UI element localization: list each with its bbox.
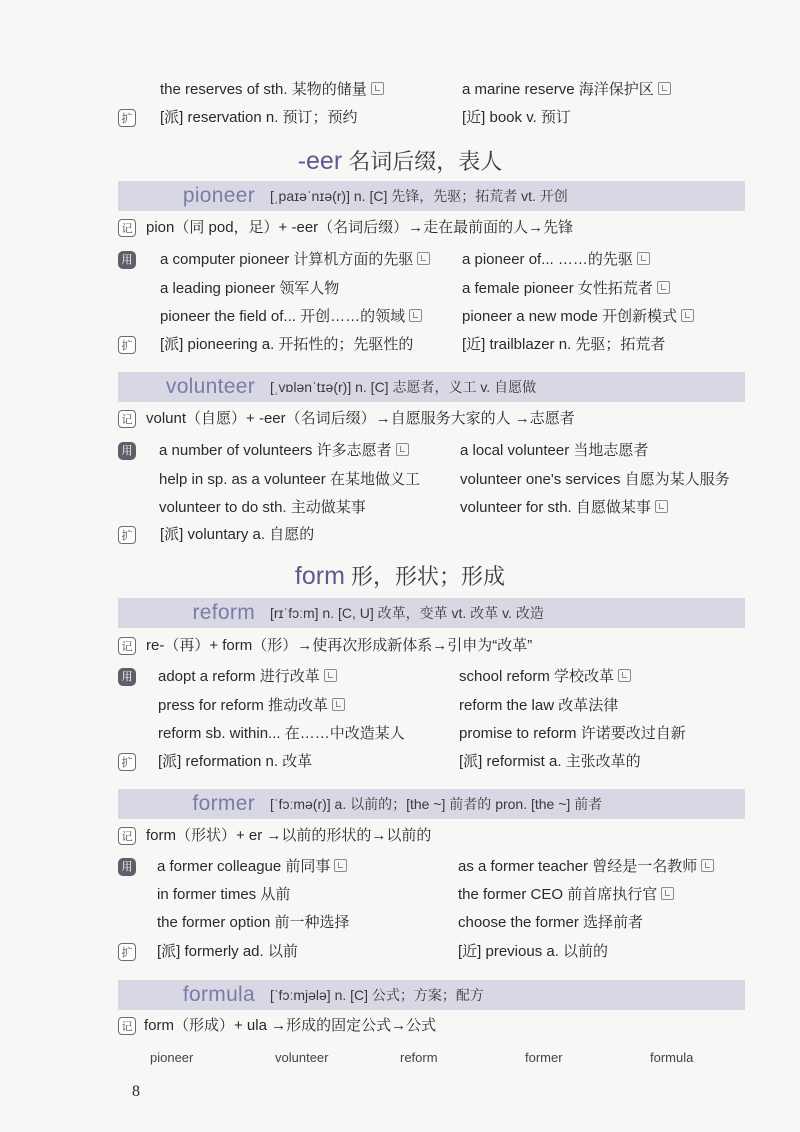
audio-icon[interactable] (334, 859, 347, 872)
headword: reform (192, 601, 255, 624)
memo-icon: 记 (118, 1017, 136, 1035)
use-item: a number of volunteers 许多志愿者 (159, 441, 409, 461)
definition: [ˌvɒlənˈtɪə(r)] n. [C] 志愿者，义工 v. 自愿做 (270, 379, 537, 395)
headword: formula (182, 983, 255, 1006)
extension-icon: 扩 (118, 109, 136, 127)
footer-word: pioneer (150, 1050, 194, 1065)
use-item: a leading pioneer 领军人物 (160, 280, 340, 297)
extension-icon: 扩 (118, 753, 136, 771)
audio-icon[interactable] (658, 82, 671, 95)
audio-icon[interactable] (661, 887, 674, 900)
extension-item: [派] voluntary a. 自愿的 (160, 526, 315, 543)
extension-item: [派] reformist a. 主张改革的 (459, 753, 641, 770)
footer-word: former (525, 1050, 563, 1065)
audio-icon[interactable] (324, 669, 337, 682)
audio-icon[interactable] (417, 252, 430, 265)
headword: former (192, 792, 255, 815)
footer-word: formula (650, 1050, 694, 1065)
section-meaning: 名词后缀，表人 (348, 149, 503, 174)
memo-icon: 记 (118, 827, 136, 845)
use-item: promise to reform 许诺要改过自新 (459, 725, 686, 742)
audio-icon[interactable] (655, 500, 668, 513)
use-item: pioneer a new mode 开创新模式 (462, 307, 694, 327)
definition: [rɪˈfɔːm] n. [C, U] 改革，变革 vt. 改革 v. 改造 (270, 605, 544, 621)
use-item: a female pioneer 女性拓荒者 (462, 279, 670, 299)
use-item: volunteer one's services 自愿为某人服务 (460, 471, 730, 488)
use-item: the former CEO 前首席执行官 (458, 885, 674, 905)
definition: [ˈfɔːmə(r)] a. 以前的；[the ~] 前者的 pron. [the ~] 前者 (270, 796, 603, 812)
extension-item: [近] previous a. 以前的 (458, 943, 609, 960)
use-item: a pioneer of... ……的先驱 (462, 250, 650, 270)
footer-word: reform (400, 1050, 438, 1065)
use-item: reform sb. within... 在……中改造某人 (158, 725, 405, 742)
audio-icon[interactable] (657, 281, 670, 294)
memo-icon: 记 (118, 219, 136, 237)
use-item: a marine reserve 海洋保护区 (462, 80, 671, 100)
usage-icon: 用 (118, 858, 136, 876)
audio-icon[interactable] (371, 82, 384, 95)
headword: volunteer (165, 375, 255, 398)
use-item: adopt a reform 进行改革 (158, 667, 337, 687)
memo-text: re-（再）+ form（形）→使再次形成新体系→引申为“改革” (146, 637, 533, 654)
use-item: a local volunteer 当地志愿者 (460, 442, 649, 459)
entry-header-volunteer (118, 372, 745, 402)
memo-text: form（形成）+ ula →形成的固定公式→公式 (144, 1017, 437, 1034)
memo-text: form（形状）+ er →以前的形状的→以前的 (146, 827, 432, 844)
extension-item: [近] trailblazer n. 先驱；拓荒者 (462, 336, 666, 353)
extension-icon: 扩 (118, 943, 136, 961)
use-item: pioneer the field of... 开创……的领域 (160, 307, 422, 327)
use-item: choose the former 选择前者 (458, 914, 644, 931)
memo-icon: 记 (118, 637, 136, 655)
memo-icon: 记 (118, 410, 136, 428)
extension-item: [派] reservation n. 预订；预约 (160, 109, 358, 126)
extension-icon: 扩 (118, 336, 136, 354)
extension-item: [派] formerly ad. 以前 (157, 943, 298, 960)
use-item: the reserves of sth. 某物的储量 (160, 80, 384, 100)
audio-icon[interactable] (409, 309, 422, 322)
section-meaning: 形，形状；形成 (351, 564, 506, 589)
use-item: in former times 从前 (157, 886, 291, 903)
page-number: 8 (132, 1083, 140, 1100)
audio-icon[interactable] (637, 252, 650, 265)
headword: pioneer (182, 184, 255, 207)
extension-icon: 扩 (118, 526, 136, 544)
definition: [ˈfɔːmjələ] n. [C] 公式；方案；配方 (270, 987, 484, 1003)
use-item: volunteer for sth. 自愿做某事 (460, 498, 668, 518)
memo-text: pion（同 pod，足）+ -eer（名词后缀）→走在最前面的人→先锋 (146, 219, 574, 236)
audio-icon[interactable] (396, 443, 409, 456)
use-item: reform the law 改革法律 (459, 697, 619, 714)
use-item: volunteer to do sth. 主动做某事 (159, 499, 366, 516)
memo-text: volunt（自愿）+ -eer（名词后缀）→自愿服务大家的人 →志愿者 (146, 410, 575, 427)
use-item: as a former teacher 曾经是一名教师 (458, 857, 714, 877)
audio-icon[interactable] (701, 859, 714, 872)
use-item: press for reform 推动改革 (158, 696, 345, 716)
use-item: a computer pioneer 计算机方面的先驱 (160, 250, 430, 270)
entry-header-former (118, 789, 745, 819)
section-heading (0, 145, 800, 176)
use-item: the former option 前一种选择 (157, 914, 350, 931)
definition: [ˌpaɪəˈnɪə(r)] n. [C] 先锋，先驱；拓荒者 vt. 开创 (270, 188, 568, 204)
entry-header-formula (118, 980, 745, 1010)
entry-header-pioneer (118, 181, 745, 211)
section-root: form (294, 562, 345, 590)
audio-icon[interactable] (681, 309, 694, 322)
audio-icon[interactable] (618, 669, 631, 682)
section-root: -eer (297, 147, 343, 175)
extension-item: [派] pioneering a. 开拓性的；先驱性的 (160, 336, 414, 353)
use-item: help in sp. as a volunteer 在某地做义工 (159, 471, 420, 488)
entry-header-reform (118, 598, 745, 628)
section-heading (0, 560, 800, 591)
usage-icon: 用 (118, 442, 136, 460)
footer-word: volunteer (275, 1050, 329, 1065)
usage-icon: 用 (118, 251, 136, 269)
extension-item: [近] book v. 预订 (462, 109, 571, 126)
use-item: a former colleague 前同事 (157, 857, 347, 877)
usage-icon: 用 (118, 668, 136, 686)
use-item: school reform 学校改革 (459, 667, 631, 687)
extension-item: [派] reformation n. 改革 (158, 753, 313, 770)
audio-icon[interactable] (332, 698, 345, 711)
